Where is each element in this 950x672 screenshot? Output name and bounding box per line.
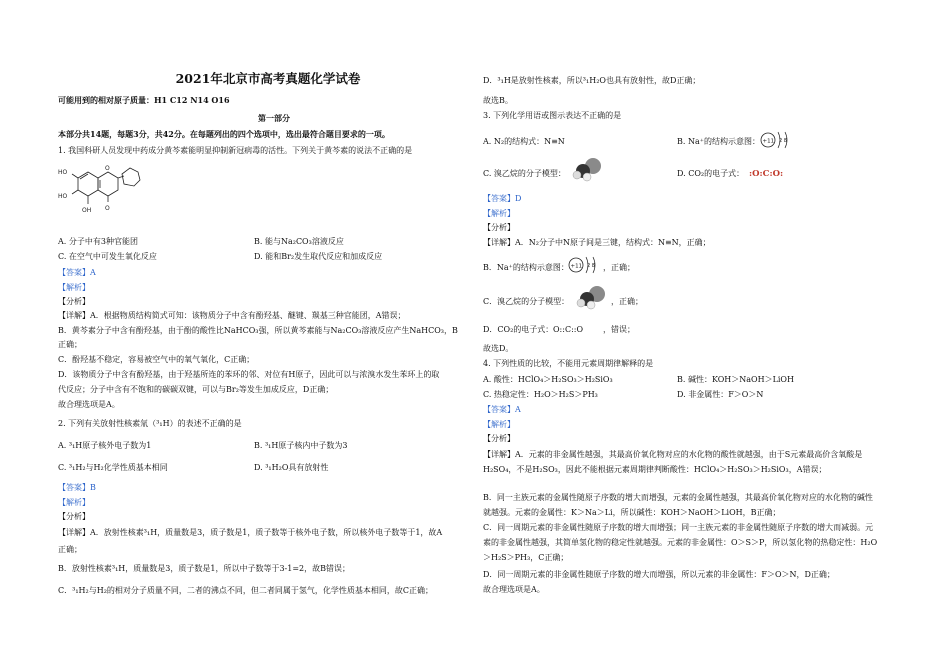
q4-fenxi: 【分析】 <box>483 434 515 443</box>
q3-jiexi: 【解析】 <box>483 209 515 218</box>
q4-option-d: D. 非金属性：F＞O＞N <box>677 390 764 399</box>
q3-option-d: D. CO₂的电子式： <box>677 169 745 178</box>
q2-conclusion: 故选B。 <box>483 96 513 105</box>
q4-jiexi: 【解析】 <box>483 420 515 429</box>
q1-detail-line: 代反应；分子中含有不饱和的碳碳双键，可以与Br₂等发生加成反应，D正确； <box>58 385 334 394</box>
q3-conclusion: 故选D。 <box>483 344 514 353</box>
q3-detail-c: C．溴乙烷的分子模型： <box>483 297 570 306</box>
q4-detail-line: D．同一周期元素的非金属性随原子序数的增大而增强，所以元素的非金属性：F＞O＞N，D正确； <box>483 570 835 579</box>
ring-o-label: O <box>105 165 110 172</box>
q1-fenxi: 【分析】 <box>58 297 90 306</box>
q2-option-c: C. ³₁H₂与H₂化学性质基本相同 <box>58 463 168 472</box>
ho-label-bottom: HO <box>58 193 68 200</box>
q1-option-a: A. 分子中有3种官能团 <box>58 237 138 246</box>
q2-stem: 2. 下列有关放射性核素氚（³₁H）的表述不正确的是 <box>58 419 242 428</box>
q3-detail-a: 【详解】A．N₂分子中N原子间是三键，结构式：N≡N，正确； <box>483 238 711 247</box>
q2-fenxi: 【分析】 <box>58 512 90 521</box>
baicalein-structure-diagram <box>58 160 148 222</box>
na-nucleus-label: +11 <box>570 263 583 270</box>
q1-jiexi: 【解析】 <box>58 283 90 292</box>
q4-detail-line: C．同一周期元素的非金属性随原子序数的增大而增强；同一主族元素的非金属性随原子序数的增大而减弱。元 <box>483 523 874 532</box>
q3-option-c: C. 溴乙烷的分子模型： <box>483 169 566 178</box>
q4-stem: 4. 下列性质的比较，不能用元素周期律解释的是 <box>483 359 654 368</box>
q3-detail-d-end: ，错误； <box>603 325 635 334</box>
atomic-mass-line: 可能用到的相对原子质量：H1 C12 N14 O16 <box>58 95 230 105</box>
oh-label: OH <box>82 207 92 214</box>
q2-option-a: A. ³₁H原子核外电子数为1 <box>58 441 152 450</box>
q3-detail-c-end: ，正确； <box>611 297 643 306</box>
q3-stem: 3. 下列化学用语或图示表达不正确的是 <box>483 111 622 120</box>
q4-detail-line: 故合理选项是A。 <box>483 585 545 594</box>
na-ion-diagram <box>759 129 795 151</box>
q2-detail-line: B．放射性核素³₁H，质量数是3，质子数是1，所以中子数等于3-1=2，故B错误； <box>58 564 351 573</box>
section-instructions: 本部分共14题，每题3分，共42分。在每题列出的四个选项中，选出最符合题目要求的一项。 <box>58 129 390 139</box>
q3-option-a: A. N₂的结构式：N≡N <box>483 137 565 146</box>
q1-detail-line: D．该物质分子中含有酚羟基，由于羟基所连的苯环的邻、对位有H原子，因此可以与浓溴水发生苯环上的取 <box>58 370 440 379</box>
q1-detail-line: 【详解】A．根据物质结构简式可知：该物质分子中含有酚羟基、醚键、羰基三种官能团，A错误； <box>58 311 406 320</box>
q1-stem: 1. 我国科研人员发现中药成分黄芩素能明显抑制新冠病毒的活性。下列关于黄芩素的说法不正确的是 <box>58 146 413 155</box>
q4-option-b: B. 碱性：KOH＞NaOH＞LiOH <box>677 375 794 384</box>
q4-answer: 【答案】A <box>483 405 521 414</box>
co2-wrong-electron-formula: :O:C:O: <box>749 169 784 179</box>
q1-option-b: B. 能与Na₂CO₃溶液反应 <box>254 237 344 246</box>
q3-option-b: B. Na⁺的结构示意图： <box>677 137 760 146</box>
q1-detail-line: 正确； <box>58 340 82 349</box>
q2-option-b: B. ³₁H原子核内中子数为3 <box>254 441 348 450</box>
q2-option-d: D. ³₁H₂O具有放射性 <box>254 463 329 472</box>
exam-title: 2021年北京市高考真题化学试卷 <box>175 71 361 86</box>
q3-answer: 【答案】D <box>483 194 522 203</box>
q2-detail-d: D．³₁H是放射性核素，所以³₁H₂O也具有放射性，故D正确； <box>483 76 701 85</box>
na-nucleus-label: +11 <box>762 138 775 145</box>
ho-label-top: HO <box>58 169 68 176</box>
q1-answer: 【答案】A <box>58 268 96 277</box>
q3-detail-b-end: ，正确； <box>603 263 635 272</box>
q4-detail-line: 【详解】A．元素的非金属性越强，其最高价氧化物对应的水化物的酸性就越强，由于S元素最高价含氧酸是 <box>483 450 863 459</box>
q4-detail-line: 就越强。元素的金属性：K＞Na＞Li，所以碱性：KOH＞NaOH＞LiOH，B正确； <box>483 508 781 517</box>
q2-jiexi: 【解析】 <box>58 498 90 507</box>
q3-detail-d: D．CO₂的电子式： <box>483 325 554 334</box>
q1-detail-line: B．黄芩素分子中含有酚羟基，由于酚的酸性比NaHCO₃强，所以黄芩素能与Na₂CO₃溶液反应产生NaHCO₃，B <box>58 326 458 335</box>
q2-detail-line: 【详解】A．放射性核素³₁H，质量数是3，质子数是1，质子数等于核外电子数，所以核外电子数等于1，故A <box>58 528 443 537</box>
q4-option-a: A. 酸性：HClO₄＞H₂SO₃＞H₂SiO₃ <box>483 375 613 384</box>
bromoethane-model <box>571 156 605 182</box>
q3-fenxi: 【分析】 <box>483 223 515 232</box>
q1-option-c: C. 在空气中可发生氧化反应 <box>58 252 157 261</box>
q4-detail-line: H₂SO₄，不是H₂SO₃，因此不能根据元素周期律判断酸性：HClO₄＞H₂SO₃＞H₂SiO₃，A错误； <box>483 465 827 474</box>
q1-detail-line: 故合理选项是A。 <box>58 400 120 409</box>
q1-option-d: D. 能和Br₂发生取代反应和加成反应 <box>254 252 383 261</box>
na-ion-diagram-explain <box>567 254 603 276</box>
q2-detail-line: C．³₁H₂与H₂的相对分子质量不同，二者的沸点不同，但二者同属于氢气，化学性质基本相同，故C正确； <box>58 586 434 595</box>
q4-detail-line: 素的非金属性越强，其简单氢化物的稳定性就越强。元素的非金属性：O＞S＞P，所以氢化物的热稳定性：H₂O <box>483 538 878 547</box>
carbonyl-o-label: O <box>105 205 110 212</box>
q4-detail-line: B．同一主族元素的金属性随原子序数的增大而增强，元素的金属性越强，其最高价氧化物对应的水化物的碱性 <box>483 493 873 502</box>
q2-detail-line: 正确； <box>58 545 82 554</box>
bromoethane-model-explain <box>575 284 609 310</box>
part-one-heading: 第一部分 <box>258 113 290 123</box>
na-shell-label: 2 8 <box>779 138 787 144</box>
q4-option-c: C. 热稳定性：H₂O＞H₂S＞PH₃ <box>483 390 598 399</box>
q4-detail-line: ＞H₂S＞PH₃，C正确； <box>483 553 569 562</box>
q1-detail-line: C．酚羟基不稳定，容易被空气中的氧气氧化，C正确； <box>58 355 255 364</box>
q3-detail-b: B．Na⁺的结构示意图： <box>483 263 569 272</box>
q2-answer: 【答案】B <box>58 483 96 492</box>
na-shell-label: 2 8 <box>587 263 595 269</box>
co2-correct-electron-formula: O::C::O <box>553 325 584 334</box>
